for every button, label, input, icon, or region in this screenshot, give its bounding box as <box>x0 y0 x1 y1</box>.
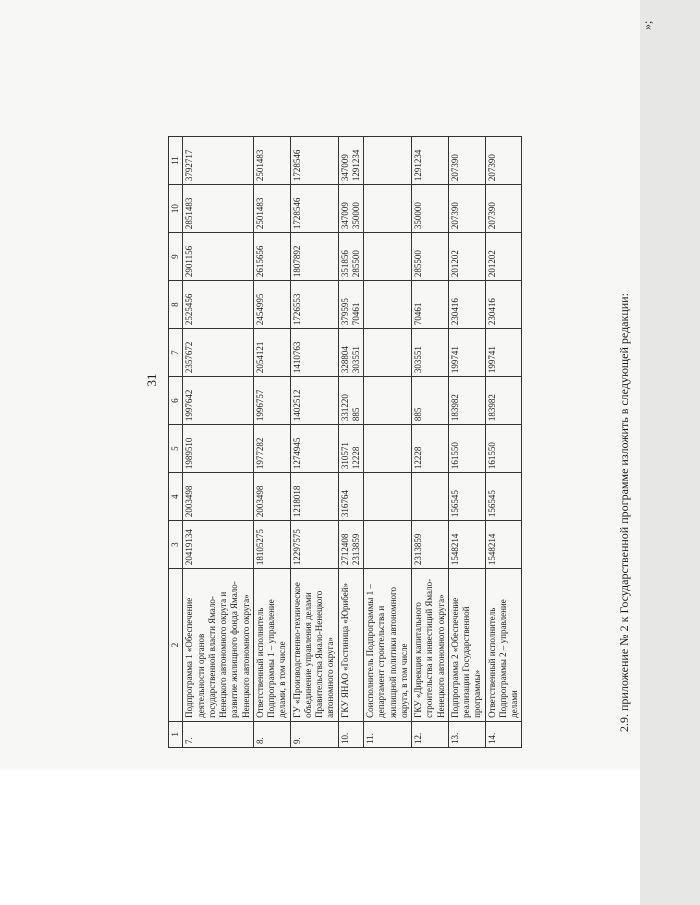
value-cell <box>338 137 364 185</box>
value-cell <box>338 281 364 329</box>
value-cell <box>364 425 412 473</box>
value-cell <box>448 233 485 281</box>
cell-value: 2003498 <box>254 485 265 518</box>
value-cell <box>183 521 254 569</box>
column-header: 10 <box>169 185 183 233</box>
amendment-text: 2.9. приложение № 2 к Государственной программе изложить в следующей редакции: <box>617 293 631 732</box>
value-cell <box>253 425 290 473</box>
value-cell <box>485 281 522 329</box>
value-cell <box>412 281 449 329</box>
row-name: Ответственный исполнитель Подпрограммы 1 – управление делами, в том числе <box>253 569 290 722</box>
value-cell <box>183 377 254 425</box>
value-cell <box>412 329 449 377</box>
value-cell <box>364 377 412 425</box>
column-header: 9 <box>169 233 183 281</box>
column-header: 2 <box>169 569 183 722</box>
cell-value: 1977282 <box>254 437 265 470</box>
cell-value: 351856 <box>339 250 350 278</box>
value-cell <box>183 473 254 521</box>
row-number: 12. <box>412 721 449 747</box>
cell-value: 70461 <box>350 302 361 326</box>
cell-value: 70461 <box>413 302 423 326</box>
cell-value: 2003498 <box>184 485 195 518</box>
cell-value: 201202 <box>449 250 460 278</box>
table-header-row <box>169 137 183 748</box>
value-cell <box>485 377 522 425</box>
value-cell <box>338 185 364 233</box>
value-cell <box>253 521 290 569</box>
cell-value: 12228 <box>350 446 361 470</box>
cell-value: 20419134 <box>184 529 195 566</box>
row-number: 7. <box>183 721 254 747</box>
table-row <box>448 137 485 748</box>
value-cell <box>290 185 338 233</box>
value-cell <box>485 185 522 233</box>
value-cell <box>253 377 290 425</box>
value-cell <box>338 425 364 473</box>
value-cell <box>485 521 522 569</box>
cell-value: 156545 <box>449 490 460 518</box>
row-name: ГКУ ЯНАО «Гостиница «Юрибей» <box>338 569 364 722</box>
row-name: ГКУ «Дирекция капитального строительства и инвестиций Ямало-Ненецкого автономного округа» <box>412 569 449 722</box>
column-header: 3 <box>169 521 183 569</box>
cell-value: 207390 <box>486 202 497 230</box>
value-cell <box>253 185 290 233</box>
value-cell <box>290 377 338 425</box>
cell-value: 199741 <box>486 346 497 374</box>
rotated-page-content <box>140 0 700 760</box>
value-cell <box>338 521 364 569</box>
cell-value: 1726553 <box>291 293 302 326</box>
value-cell <box>338 473 364 521</box>
cell-value: 2501483 <box>254 197 265 230</box>
value-cell <box>364 185 412 233</box>
value-cell <box>364 233 412 281</box>
value-cell <box>412 377 449 425</box>
value-cell <box>448 377 485 425</box>
value-cell <box>448 425 485 473</box>
allocation-table <box>168 136 522 748</box>
table-row <box>253 137 290 748</box>
cell-value: 1218018 <box>291 485 302 518</box>
cell-value: 2313859 <box>413 533 423 566</box>
value-cell <box>253 281 290 329</box>
value-cell <box>290 233 338 281</box>
cell-value: 207390 <box>449 202 460 230</box>
cell-value: 1728546 <box>291 149 302 182</box>
value-cell <box>412 137 449 185</box>
cell-value: 201202 <box>486 250 497 278</box>
row-name: ГУ «Производственно-техническое объединение управления делами Правительства Ямало-Ненецкого автономного округа» <box>290 569 338 722</box>
value-cell <box>448 329 485 377</box>
cell-value: 161550 <box>486 442 497 470</box>
row-number: 8. <box>253 721 290 747</box>
value-cell <box>485 329 522 377</box>
value-cell <box>253 137 290 185</box>
value-cell <box>448 521 485 569</box>
value-cell <box>183 137 254 185</box>
column-header: 6 <box>169 377 183 425</box>
cell-value: 285500 <box>413 250 423 278</box>
table-body <box>183 137 522 748</box>
table-row <box>183 137 254 748</box>
cell-value: 316764 <box>339 490 350 518</box>
value-cell <box>338 233 364 281</box>
value-cell <box>338 329 364 377</box>
value-cell <box>183 233 254 281</box>
cell-value: 207390 <box>486 154 497 182</box>
table-row <box>485 137 522 748</box>
value-cell <box>364 521 412 569</box>
column-header: 4 <box>169 473 183 521</box>
column-header: 1 <box>169 721 183 747</box>
value-cell <box>290 521 338 569</box>
cell-value: 2712408 <box>339 533 350 566</box>
cell-value: 156545 <box>486 490 497 518</box>
cell-value: 161550 <box>449 442 460 470</box>
cell-value: 303551 <box>413 346 423 374</box>
cell-value: 2501483 <box>254 149 265 182</box>
value-cell <box>485 233 522 281</box>
cell-value: 207390 <box>449 154 460 182</box>
value-cell <box>364 137 412 185</box>
page-bottom-margin <box>0 770 640 905</box>
cell-value: 379595 <box>339 298 350 326</box>
value-cell <box>364 281 412 329</box>
column-header: 8 <box>169 281 183 329</box>
table-row <box>364 137 412 748</box>
cell-value: 1997642 <box>184 389 195 422</box>
cell-value: 1291234 <box>350 149 361 182</box>
value-cell <box>448 185 485 233</box>
value-cell <box>253 233 290 281</box>
cell-value: 1548214 <box>486 533 497 566</box>
value-cell <box>338 377 364 425</box>
value-cell <box>290 473 338 521</box>
value-cell <box>485 137 522 185</box>
value-cell <box>412 233 449 281</box>
value-cell <box>183 281 254 329</box>
cell-value: 1410763 <box>291 341 302 374</box>
value-cell <box>485 473 522 521</box>
cell-value: 12297575 <box>291 529 302 566</box>
cell-value: 3792717 <box>184 149 195 182</box>
cell-value: 18105275 <box>254 529 265 566</box>
page-number: 31 <box>144 373 159 387</box>
value-cell <box>290 425 338 473</box>
value-cell <box>183 185 254 233</box>
value-cell <box>253 473 290 521</box>
table-row <box>338 137 364 748</box>
row-name: Ответственный исполнитель Подпрограммы 2 – управление делами <box>485 569 522 722</box>
row-name: Подпрограмма 2 «Обеспечение реализации Государственной программы» <box>448 569 485 722</box>
closing-quote-mark: »; <box>640 20 654 30</box>
cell-value: 303551 <box>350 346 361 374</box>
cell-value: 331220 <box>339 394 350 422</box>
value-cell <box>290 281 338 329</box>
cell-value: 885 <box>413 407 423 422</box>
value-cell <box>412 521 449 569</box>
cell-value: 183982 <box>449 394 460 422</box>
cell-value: 1989510 <box>184 437 195 470</box>
cell-value: 350000 <box>350 202 361 230</box>
value-cell <box>290 329 338 377</box>
row-number: 13. <box>448 721 485 747</box>
column-header: 11 <box>169 137 183 185</box>
cell-value: 2851483 <box>184 197 195 230</box>
column-header: 7 <box>169 329 183 377</box>
column-header: 5 <box>169 425 183 473</box>
row-name: Подпрограмма 1 «Обеспечение деятельности органов государственной власти Ямало-Ненецкого автономного округа и развитие жилищного фонда Ямало-Ненецкого автономного округа» <box>183 569 254 722</box>
cell-value: 328804 <box>339 346 350 374</box>
cell-value: 199741 <box>449 346 460 374</box>
cell-value: 347009 <box>339 154 350 182</box>
cell-value: 1548214 <box>449 533 460 566</box>
cell-value: 347009 <box>339 202 350 230</box>
cell-value: 1402512 <box>291 389 302 422</box>
row-name: Соисполнитель Подпрограммы 1 – департамент строительства и жилищной политики автономного округа, в том числе <box>364 569 412 722</box>
cell-value: 12228 <box>413 446 423 470</box>
value-cell <box>448 137 485 185</box>
cell-value: 2615656 <box>254 245 265 278</box>
cell-value: 310571 <box>339 442 350 470</box>
value-cell <box>183 329 254 377</box>
table-row <box>290 137 338 748</box>
cell-value: 1291234 <box>413 149 423 182</box>
value-cell <box>448 281 485 329</box>
cell-value: 2454995 <box>254 293 265 326</box>
value-cell <box>412 185 449 233</box>
cell-value: 2313859 <box>350 533 361 566</box>
cell-value: 285500 <box>350 250 361 278</box>
cell-value: 1274945 <box>291 437 302 470</box>
cell-value: 350000 <box>413 202 423 230</box>
value-cell <box>448 473 485 521</box>
cell-value: 2525456 <box>184 293 195 326</box>
value-cell <box>253 329 290 377</box>
value-cell <box>364 329 412 377</box>
cell-value: 1996757 <box>254 389 265 422</box>
value-cell <box>364 473 412 521</box>
value-cell <box>485 425 522 473</box>
row-number: 14. <box>485 721 522 747</box>
row-number: 9. <box>290 721 338 747</box>
value-cell <box>412 473 449 521</box>
value-cell <box>412 425 449 473</box>
cell-value: 885 <box>350 407 361 422</box>
value-cell <box>290 137 338 185</box>
cell-value: 183982 <box>486 394 497 422</box>
cell-value: 230416 <box>486 298 497 326</box>
cell-value: 2901156 <box>184 245 195 278</box>
cell-value: 2054121 <box>254 341 265 374</box>
cell-value: 230416 <box>449 298 460 326</box>
value-cell <box>183 425 254 473</box>
cell-value: 1807892 <box>291 245 302 278</box>
row-number: 11. <box>364 721 412 747</box>
table-row <box>412 137 449 748</box>
row-number: 10. <box>338 721 364 747</box>
cell-value: 1728546 <box>291 197 302 230</box>
cell-value: 2357672 <box>184 341 195 374</box>
